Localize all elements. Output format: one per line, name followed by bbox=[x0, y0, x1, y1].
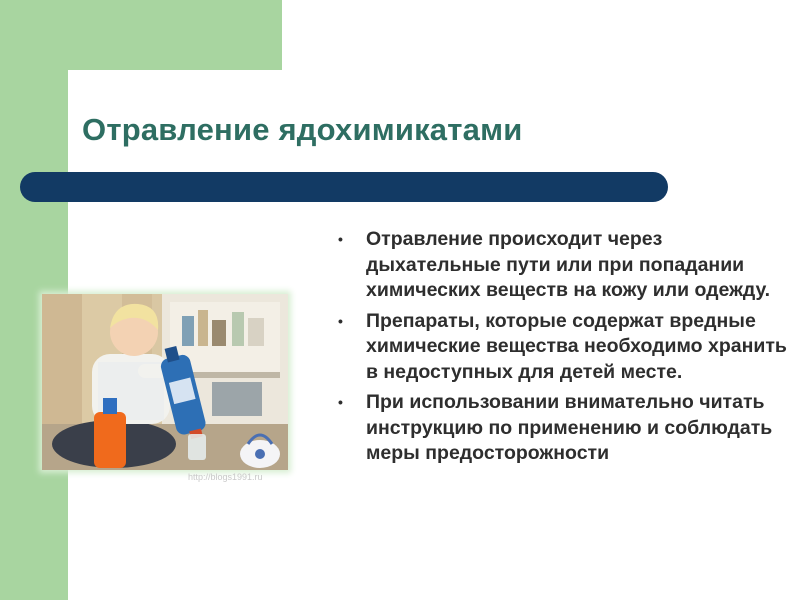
bullet-text: При использовании внимательно читать инструкцию по применению и соблюдать меры предосторожности bbox=[366, 391, 773, 464]
photo-illustration bbox=[42, 294, 288, 470]
photo-watermark: http://blogs1991.ru bbox=[188, 472, 263, 482]
bullet-item bbox=[338, 227, 793, 304]
slide-title: Отравление ядохимикатами bbox=[82, 112, 523, 147]
bullet-list bbox=[338, 227, 793, 472]
bullet-dot: • bbox=[338, 231, 343, 247]
child-with-chemicals-photo bbox=[42, 294, 288, 470]
bullet-text: Отравление происходит через дыхательные пути или при попадании химических веществ на кожу или одежду. bbox=[366, 228, 771, 301]
title-underline-bar bbox=[20, 172, 668, 202]
bullet-text: Препараты, которые содержат вредные химические вещества необходимо хранить в недоступных для детей месте. bbox=[366, 309, 787, 383]
bullet-dot: • bbox=[338, 312, 343, 329]
bullet-item bbox=[338, 309, 793, 386]
bullet-item bbox=[338, 390, 793, 467]
bullet-dot: • bbox=[338, 394, 343, 410]
